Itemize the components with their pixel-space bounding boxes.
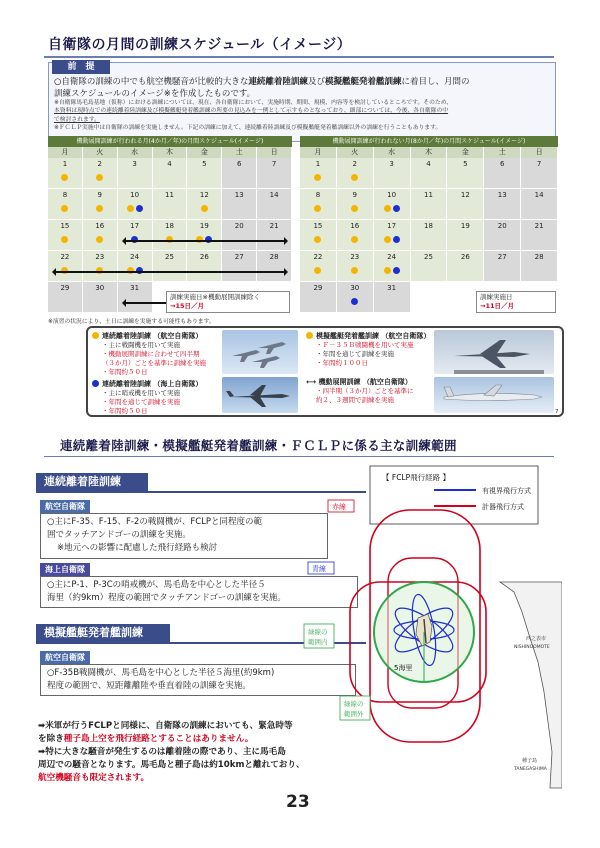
weekday-header: 木 [153,147,188,158]
calendar-day: 6 [484,158,521,189]
calendar-day: 8 [48,189,83,220]
calendar-day: 1 [48,158,83,189]
calendar-day: 21 [257,220,292,251]
mobile-training-arrow [54,271,286,273]
yellow-dot-icon [351,236,358,243]
calendar-day: 15 [48,220,83,251]
calendar-day: 30 [83,282,118,313]
green-outside-callout-1: 緑線の [344,700,364,708]
calendar-day: 29 [300,282,337,313]
calendar-day: 5 [447,158,484,189]
blue-dot-icon [393,267,400,274]
calendar-day: 23 [83,251,118,282]
legend-mobile: ⟷ 機動展開訓練 （航空自衛隊） ・四半期（３か月）ごとを基準に 約２、３週間で訓練を実施 [306,378,414,404]
calendar-day: 6 [222,158,257,189]
yellow-dot-icon [314,174,321,181]
calendar-day: 10 [374,189,411,220]
calendar-day: 9 [337,189,374,220]
yellow-dot-icon [384,236,391,243]
calendar-day: 31 [118,282,153,313]
yellow-dot-icon [314,236,321,243]
yellow-dot-icon [351,267,358,274]
calendar-day: 17 [374,220,411,251]
calendar-left-weekdays [48,147,292,158]
calendar-day: 26 [447,251,484,282]
calendar-day: 16 [337,220,374,251]
yellow-dot-icon [384,205,391,212]
calendar-day: 20 [222,220,257,251]
calendar-right-grid [300,158,558,313]
weekday-header: 土 [484,147,521,158]
calendar-day: 20 [484,220,521,251]
calendar-day: 17 [118,220,153,251]
calendar-day: 1 [300,158,337,189]
mobile-training-arrow [124,240,286,242]
calendar-day: 3 [118,158,153,189]
calendar-day: 7 [521,158,558,189]
weekday-header: 日 [257,147,292,158]
premise-tag: 前 提 [52,60,110,74]
calendar-left [48,136,292,313]
legend-ccl-sea: 連続離着陸訓練 （海上自衛隊） ・主に哨戒機を用いて実施 ・年間を通じて訓練を実施 ・年間約５０日 [92,379,218,416]
air-sdf-text: ○主にF-35、F-15、F-2の戦闘機が、FCLPと同程度の範 囲でタッチアンドゴーの訓練を実施。 ※地元への影響に配慮した飛行経路も検討 [40,513,328,559]
double-arrow-icon: ⟷ [306,378,319,386]
ccl-section-head: 連続離着陸訓練 [36,473,366,493]
yellow-dot-icon [306,332,313,339]
calendar-day: 9 [83,189,118,220]
town-label-1: 西之表市 [526,636,547,642]
calendar-day: 25 [411,251,448,282]
sea-sdf-tag: 海上自衛隊 [40,563,90,576]
calendar-day: 26 [187,251,222,282]
section2-underline [44,456,554,457]
vfr-legend-label: 有視界飛行方式 [482,487,531,495]
calendar-day: 29 [48,282,83,313]
yellow-dot-icon [314,267,321,274]
weekday-header: 月 [48,147,83,158]
yellow-dot-icon [351,174,358,181]
calendar-day: 19 [447,220,484,251]
calendar-footnote: ※演習の状況により、土日に訓練を実施する可能性もあります。 [48,319,215,325]
patrol-aircraft-photo [222,377,298,413]
calendar-day: 18 [411,220,448,251]
calendar-day: 25 [153,251,188,282]
calendar-day: 15 [300,220,337,251]
calendar-day: 28 [257,251,292,282]
ifr-legend-label: 計器飛行方式 [482,503,524,511]
f35b-photo [434,330,554,374]
blue-line-callout: 青線 [312,565,326,573]
calendar-day: 28 [521,251,558,282]
title-underline [44,56,554,58]
blue-dot-icon [351,298,358,305]
green-inside-callout-1: 緑線の [308,628,328,636]
calendar-day: 3 [374,158,411,189]
carrier-section-head: 模擬艦艇発着艦訓練 [36,624,366,644]
calendar-left-grid [48,158,292,313]
weekday-header: 水 [118,147,153,158]
calendar-day: 11 [153,189,188,220]
yellow-dot-icon [61,236,68,243]
calendar-left-header: 機動展開訓練が行われる月(4か月／年)の月間スケジュール(イメージ) [48,136,292,147]
yellow-dot-icon [351,205,358,212]
calendar-day: 24 [118,251,153,282]
five-nm-label: 5海里 [394,664,413,672]
calendar-day: 2 [337,158,374,189]
blue-dot-icon [393,236,400,243]
sea-sdf-text: ○主にP-1、P-3Cの哨戒機が、馬毛島を中心とした半径５ 海里（約9km）程度の範囲でタッチアンドゴーの訓練を実施。 [40,576,358,608]
yellow-dot-icon [201,205,208,212]
calendar-right-weekdays [300,147,558,158]
calendar-day: 23 [337,251,374,282]
green-outside-callout-2: 範囲外 [344,710,364,718]
calendar-day: 18 [153,220,188,251]
weekday-header: 日 [521,147,558,158]
blue-dot-icon [92,380,99,387]
calendar-day: 14 [521,189,558,220]
weekday-header: 水 [374,147,411,158]
weekday-header: 金 [187,147,222,158]
premise-text: ○自衛隊の訓練の中でも航空機騒音が比較的大きな連続離着陸訓練及び模擬艦艇発着艦訓練に着目し、月間の 訓練スケジュールのイメージ※を作成したものです。 [54,77,470,99]
yellow-dot-icon [127,205,134,212]
transport-aircraft-photo [434,377,554,413]
calendar-day: 2 [83,158,118,189]
yellow-dot-icon [96,205,103,212]
blue-dot-icon [393,205,400,212]
air-sdf-tag: 航空自衛隊 [40,500,90,513]
weekday-header: 木 [411,147,448,158]
calendar-day: 16 [83,220,118,251]
calendar-day: 8 [300,189,337,220]
calendar-right [300,136,558,313]
calendar-day: 4 [153,158,188,189]
section2-title: 連続離着陸訓練・模擬艦艇発着艦訓練・ＦＣＬＰに係る主な訓練範囲 [60,438,457,453]
yellow-dot-icon [61,205,68,212]
calendar-day: 7 [257,158,292,189]
yellow-dot-icon [314,205,321,212]
map-legend-title: 【 FCLP飛行経路 】 [382,473,451,482]
calendar-day: 10 [118,189,153,220]
weekday-header: 土 [222,147,257,158]
calendar-day: 31 [374,282,411,313]
calendar-day: 24 [374,251,411,282]
green-inside-callout-2: 範囲内 [308,638,328,646]
calendar-day: 27 [484,251,521,282]
yellow-dot-icon [96,236,103,243]
calendar-right-header: 機動展開訓練が行われない月(8か月／年)の月間スケジュール(イメージ) [300,136,558,147]
yellow-dot-icon [92,332,99,339]
calendar-day: 30 [337,282,374,313]
calendar-day: 13 [484,189,521,220]
town-label-4: TANEGASHIMA [514,767,547,772]
calendar-day: 14 [257,189,292,220]
calendar-day: 13 [222,189,257,220]
weekday-header: 月 [300,147,337,158]
carrier-air-tag: 航空自衛隊 [40,651,90,664]
weekday-header: 金 [447,147,484,158]
calendar-day: 21 [521,220,558,251]
calendar-day: 4 [411,158,448,189]
calendar-day: 22 [48,251,83,282]
legend-carrier: 模擬艦艇発着艦訓練 （航空自衛隊） ・Ｆ－３５Ｂ戦闘機を用いて実施 ・年間を通じて訓練を実施 ・年間約１００日 [306,331,432,368]
calendar-day: 11 [411,189,448,220]
calendar-day: 27 [222,251,257,282]
page-title: 自衛隊の月間の訓練スケジュール（イメージ） [48,37,352,53]
yellow-dot-icon [384,267,391,274]
calendar-day: 19 [187,220,222,251]
weekday-header: 火 [337,147,374,158]
blue-dot-icon [136,205,143,212]
yellow-dot-icon [61,174,68,181]
flight-route-map [300,462,562,790]
yellow-dot-icon [96,174,103,181]
carrier-text: ○F-35B戦闘機が、馬毛島を中心とした半径５海里(約9km) 程度の範囲で、短距離離陸や垂直着陸の訓練を実施。 [40,664,356,696]
fighter-jets-photo [222,330,298,374]
town-label-3: 種子島 [522,758,538,764]
legend-page-mark: 7 [555,409,559,415]
page-number: 23 [286,792,310,812]
town-label-2: NISHINOOMOTE [514,645,550,650]
weekday-header: 火 [83,147,118,158]
premise-notes: ※自衛隊馬毛島基地（仮称）における訓練については、現在、各自衛隊において、実施時期、期間、規模、内容等を検討しているところです。そのため、 本資料は現時点での連続離着陸訓練及び模擬艦艇発着艦訓練の所要の見込みを一例として示すものとなっており、細部については、今後、各自衛隊の中 で検討されます。 ※ＦＣＬＰ実施中は自衛隊の訓練を実施しません。下記の訓練に加えて、連続離着陸訓練及び模擬艦艇発着艦訓練以外の訓練を行うこともあります。 [54,100,453,132]
calendar-day: 12 [187,189,222,220]
bottom-notes: ➡米軍が行うFCLPと同様に、自衛隊の訓練においても、緊急時等 を除き種子島上空を飛行経路とすることはありません。 ➡特に大きな騒音が発生するのは離着陸の際であり、主に馬毛島 周辺での騒音となります。馬毛島と種子島は約10kmと離れており、 航空機騒音も限定されます。 [38,721,305,783]
calendar-day: 12 [447,189,484,220]
calendar-day: 22 [300,251,337,282]
right-calendar-note: 訓練実施日 →11日／月 [476,291,556,313]
left-calendar-note: 訓練実施日※機動展開訓練除く →15日／月 [166,291,290,313]
legend-ccl-air: 連続離着陸訓練 （航空自衛隊） ・主に戦闘機を用いて実施 ・機動展開訓練に合わせて四半期 （３か月）ごとを基準に訓練を実施 ・年間約５０日 [92,331,218,377]
red-line-callout: 赤線 [332,503,346,511]
calendar-day: 5 [187,158,222,189]
